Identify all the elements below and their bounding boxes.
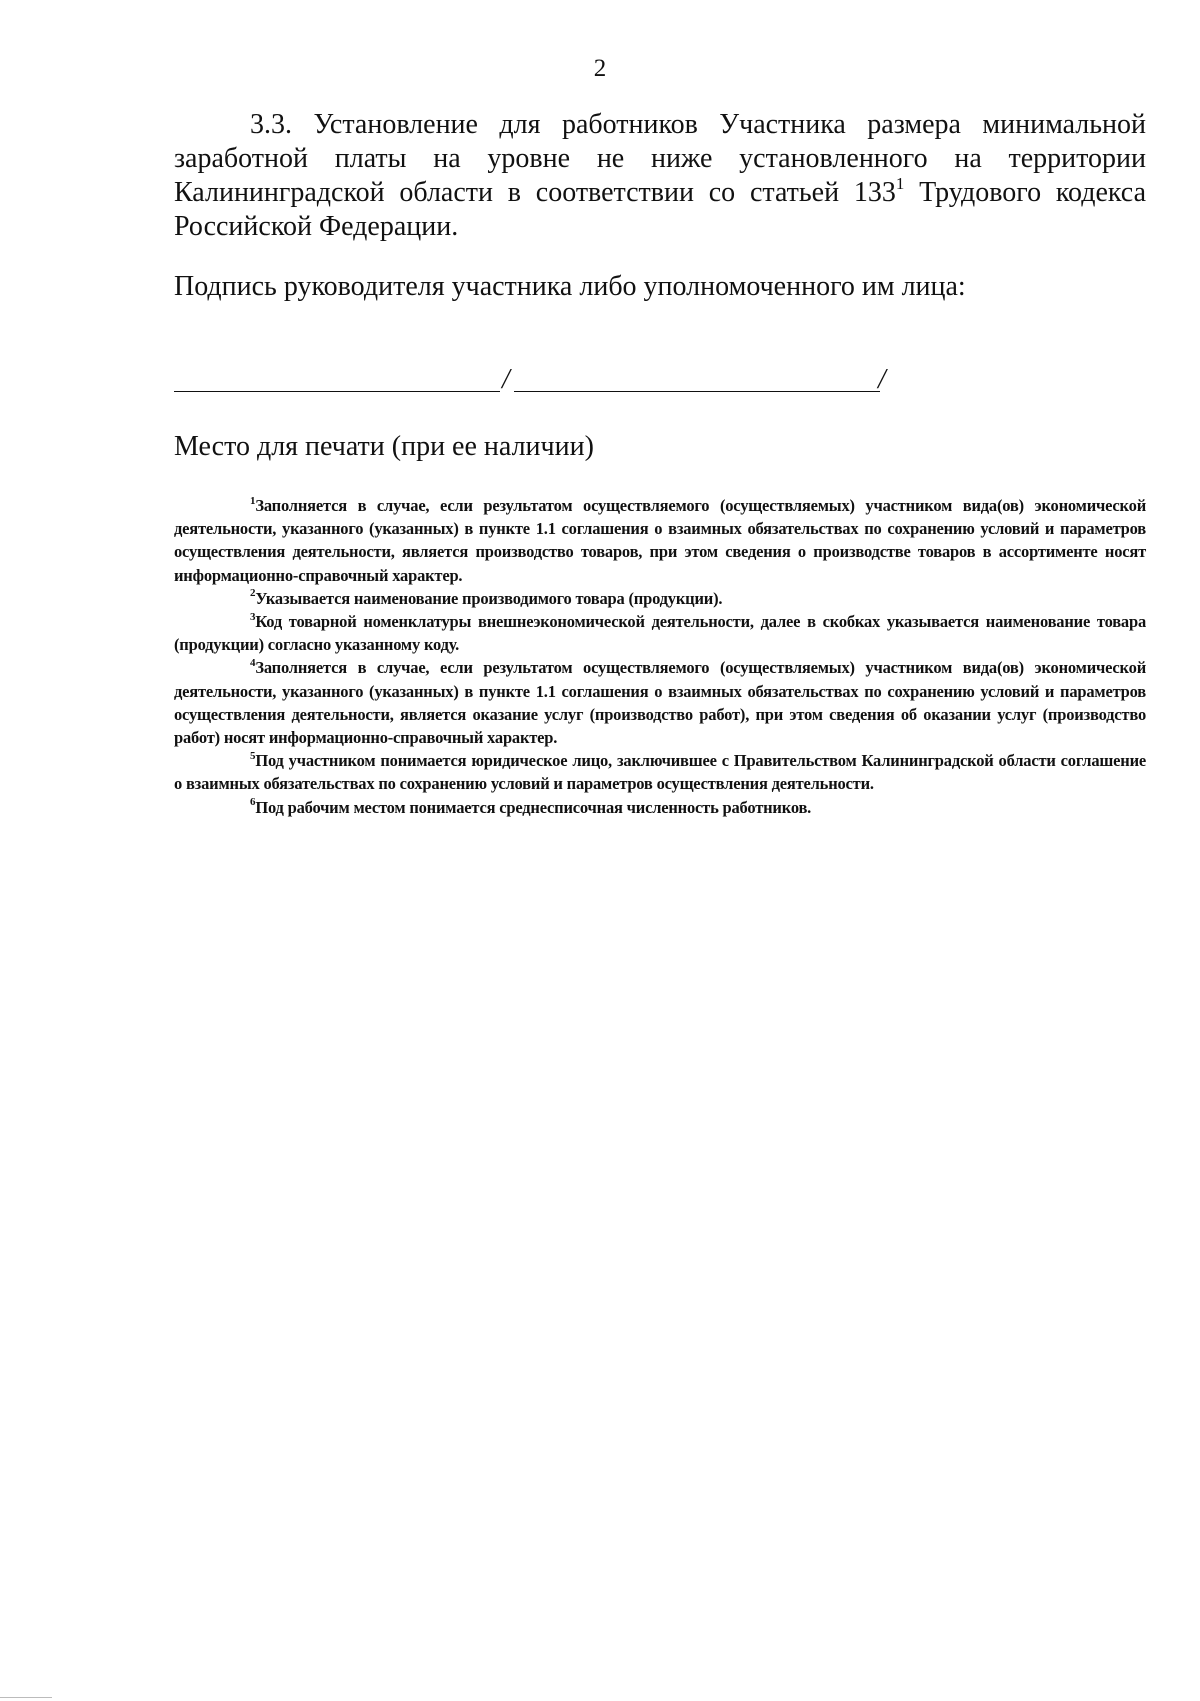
footnote-text: Указывается наименование производимого товара (продукции). [255, 588, 723, 608]
signature-field [174, 364, 886, 395]
footnote-3 [174, 610, 1146, 656]
paragraph-3-3-text: 3.3. Установление для работников Участника размера минимальной заработной платы на уровне не ниже установленного на территории Калининградской области в соответствии со статьей 133 [174, 109, 1146, 208]
footnote-6 [174, 796, 1146, 819]
signature-blank [174, 391, 500, 392]
signature-caption: Подпись руководителя участника либо уполномоченного им лица: [174, 271, 966, 302]
footnote-text: Заполняется в случае, если результатом осуществляемого (осуществляемых) участником вида(ов) экономической деятельности, указанного (указанных) в пункте 1.1 соглашения о взаимных обязательствах по сохранению условий и параметров осуществления деятельности, является оказание услуг (производство работ), при этом сведения об оказании услуг (производство работ) носят информационно-справочный характер. [174, 658, 1146, 748]
scan-edge-mark [0, 1697, 52, 1698]
footnote-text: Под рабочим местом понимается среднесписочная численность работников. [255, 797, 812, 817]
footnote-number: 4 [250, 656, 256, 669]
footnote-text: Заполняется в случае, если результатом осуществляемого (осуществляемых) участником вида(ов) экономической деятельности, указанного (указанных) в пункте 1.1 соглашения о взаимных обязательствах по сохранению условий и параметров осуществления деятельности, является производство товаров, при этом сведения о производстве товаров в ассортименте носят информационно-справочный характер. [174, 496, 1146, 585]
footnotes [174, 494, 1146, 819]
signature-slash-1: / [502, 364, 510, 395]
footnote-1 [174, 494, 1146, 587]
stamp-place-label: Место для печати (при ее наличии) [174, 431, 594, 462]
footnote-text: Код товарной номенклатуры внешнеэкономической деятельности, далее в скобках указывается наименование товара (продукции) согласно указанному коду. [174, 612, 1146, 655]
footnote-text: Под участником понимается юридическое лицо, заключившее с Правительством Калининградской области соглашение о взаимных обязательствах по сохранению условий и параметров осуществления деятельности. [174, 751, 1146, 794]
footnote-number: 6 [250, 796, 256, 809]
footnote-number: 5 [250, 749, 256, 762]
footnote-2 [174, 587, 1146, 610]
paragraph-3-3-superscript: 1 [895, 173, 905, 193]
footnote-number: 2 [250, 587, 256, 600]
name-blank [514, 391, 880, 392]
signature-slash-2: / [878, 364, 886, 395]
footnote-number: 3 [250, 610, 256, 623]
paragraph-3-3 [174, 108, 1146, 244]
paragraph-3-3-text-end: Трудового кодекса Российской Федерации. [174, 177, 1146, 242]
page-number: 2 [593, 55, 607, 82]
footnote-number: 1 [250, 494, 256, 507]
footnote-5 [174, 749, 1146, 795]
footnote-4 [174, 656, 1146, 749]
